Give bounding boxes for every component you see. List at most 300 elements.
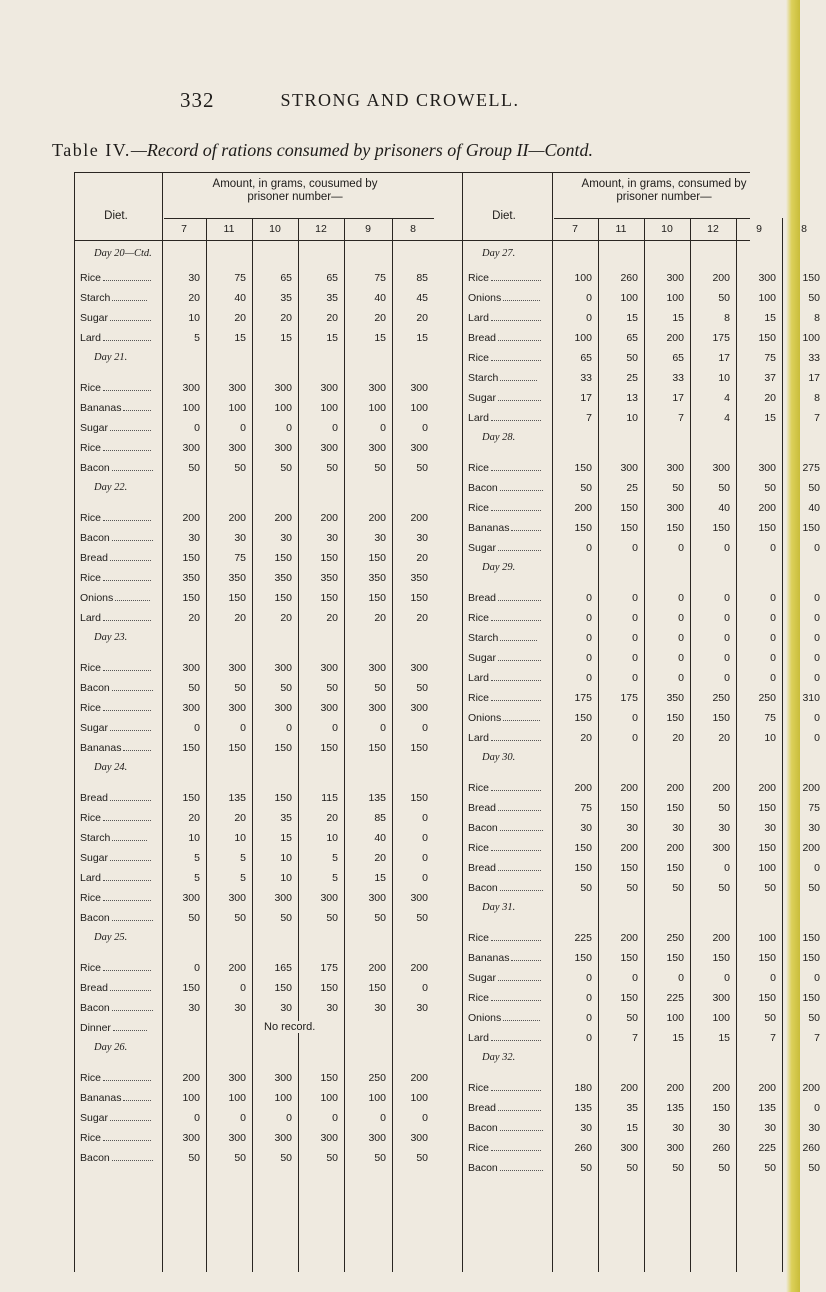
right-value-cell: 0 [724, 652, 730, 664]
left-value-cell: 300 [320, 382, 338, 394]
left-prisoner-11: 11 [223, 223, 235, 235]
left-value-cell: 20 [234, 812, 246, 824]
left-diet-item: Rice [80, 1072, 102, 1084]
left-value-cell: 300 [182, 382, 200, 394]
right-value-cell: 150 [758, 992, 776, 1004]
left-value-cell: 5 [240, 872, 246, 884]
left-value-cell: 200 [274, 512, 292, 524]
left-diet-item: Onions [80, 592, 114, 604]
left-value-cell: 200 [228, 512, 246, 524]
left-diet-item: Bananas [80, 1092, 122, 1104]
left-value-cell: 0 [332, 422, 338, 434]
left-value-cell: 300 [228, 442, 246, 454]
dot-leader [503, 1012, 539, 1021]
right-value-cell: 0 [678, 612, 684, 624]
right-value-cell: 4 [724, 392, 730, 404]
right-value-cell: 15 [672, 312, 684, 324]
left-value-cell: 30 [326, 532, 338, 544]
right-value-cell: 150 [666, 802, 684, 814]
right-value-cell: 65 [626, 332, 638, 344]
right-diet-item: Starch [468, 632, 499, 644]
dot-leader [103, 442, 151, 451]
right-value-cell: 65 [580, 352, 592, 364]
right-subhead-rule [554, 218, 750, 219]
right-row-label [468, 632, 537, 644]
left-value-cell: 50 [326, 462, 338, 474]
right-value-cell: 8 [814, 392, 820, 404]
right-value-cell: 150 [666, 712, 684, 724]
dot-leader [491, 782, 541, 791]
right-value-cell: 0 [724, 862, 730, 874]
left-diet-item: Rice [80, 702, 102, 714]
right-value-cell: 25 [626, 372, 638, 384]
right-value-cell: 0 [586, 612, 592, 624]
left-value-cell: 0 [422, 832, 428, 844]
left-value-cell: 20 [374, 312, 386, 324]
right-value-cell: 310 [802, 692, 820, 704]
left-value-cell: 45 [416, 292, 428, 304]
right-row-label [468, 972, 541, 984]
left-value-cell: 150 [228, 742, 246, 754]
right-value-cell: 0 [632, 612, 638, 624]
left-row-label [80, 1092, 151, 1104]
right-value-cell: 75 [764, 712, 776, 724]
right-row-label [468, 782, 541, 794]
right-diet-item: Bacon [468, 1162, 498, 1174]
dot-leader [110, 722, 151, 731]
left-day-heading: Day 23. [94, 632, 128, 643]
left-value-cell: 50 [374, 1152, 386, 1164]
right-value-cell: 0 [814, 712, 820, 724]
right-value-cell: 0 [632, 732, 638, 744]
right-value-cell: 15 [764, 312, 776, 324]
dot-leader [103, 702, 151, 711]
left-value-cell: 150 [274, 592, 292, 604]
left-diet-item: Bacon [80, 682, 110, 694]
left-value-cell: 20 [280, 612, 292, 624]
left-value-cell: 20 [234, 612, 246, 624]
left-value-cell: 200 [368, 512, 386, 524]
right-value-cell: 50 [580, 482, 592, 494]
left-value-cell: 10 [188, 832, 200, 844]
left-day-heading: Day 24. [94, 762, 128, 773]
left-diet-item: Bananas [80, 742, 122, 754]
right-value-cell: 175 [574, 692, 592, 704]
right-value-cell: 65 [672, 352, 684, 364]
right-value-cell: 40 [808, 502, 820, 514]
left-value-cell: 50 [416, 462, 428, 474]
left-day-heading: Day 20—Ctd. [94, 248, 152, 259]
right-value-cell: 350 [666, 692, 684, 704]
right-value-cell: 35 [626, 1102, 638, 1114]
right-diet-item: Bacon [468, 482, 498, 494]
dot-leader [491, 272, 541, 281]
caption-title: —Record of rations consumed by prisoners of Group II—Contd. [130, 140, 594, 160]
right-value-cell: 20 [718, 732, 730, 744]
dot-leader [123, 402, 151, 411]
right-value-cell: 0 [814, 592, 820, 604]
right-row-label [468, 932, 541, 944]
left-value-cell: 300 [274, 662, 292, 674]
right-value-cell: 100 [666, 292, 684, 304]
left-prisoner-12: 12 [315, 223, 327, 235]
rations-table [74, 172, 820, 1272]
caption-prefix: Table IV. [52, 140, 131, 160]
right-value-cell: 37 [764, 372, 776, 384]
right-value-cell: 17 [718, 352, 730, 364]
dot-leader [498, 1102, 541, 1111]
left-value-cell: 350 [410, 572, 428, 584]
right-day-heading: Day 32. [482, 1052, 516, 1063]
dot-leader [112, 462, 153, 471]
right-value-cell: 0 [632, 712, 638, 724]
right-value-cell: 50 [718, 882, 730, 894]
right-value-cell: 100 [620, 292, 638, 304]
right-value-cell: 200 [620, 842, 638, 854]
right-value-cell: 30 [718, 1122, 730, 1134]
left-diet-left-rule [74, 172, 75, 1272]
left-value-cell: 300 [368, 662, 386, 674]
left-value-cell: 300 [274, 702, 292, 714]
left-diet-item: Dinner [80, 1022, 111, 1034]
left-diet-item: Bread [80, 792, 109, 804]
right-value-cell: 150 [712, 1102, 730, 1114]
right-row-label [468, 802, 541, 814]
right-value-cell: 150 [712, 952, 730, 964]
left-day-heading: Day 21. [94, 352, 128, 363]
left-row-label [80, 442, 151, 454]
left-row-label [80, 612, 151, 624]
left-value-cell: 10 [188, 312, 200, 324]
right-value-cell: 50 [718, 292, 730, 304]
right-diet-item: Lard [468, 412, 490, 424]
right-value-cell: 7 [814, 1032, 820, 1044]
right-value-cell: 7 [770, 1032, 776, 1044]
right-row-label [468, 1082, 541, 1094]
left-diet-item: Rice [80, 812, 102, 824]
dot-leader [103, 332, 151, 341]
left-value-cell: 200 [410, 962, 428, 974]
right-row-label [468, 592, 541, 604]
dot-leader [103, 382, 151, 391]
dot-leader [103, 892, 151, 901]
right-value-cell: 20 [580, 732, 592, 744]
left-value-cell: 30 [188, 1002, 200, 1014]
left-value-cell: 200 [182, 1072, 200, 1084]
right-row-label [468, 392, 541, 404]
left-diet-item: Bacon [80, 1152, 110, 1164]
right-value-cell: 150 [758, 952, 776, 964]
left-value-cell: 50 [374, 682, 386, 694]
left-value-cell: 0 [422, 422, 428, 434]
left-value-cell: 300 [182, 662, 200, 674]
dot-leader [500, 372, 536, 381]
left-value-cell: 20 [374, 852, 386, 864]
left-value-cell: 0 [286, 422, 292, 434]
right-day-heading: Day 28. [482, 432, 516, 443]
left-value-cell: 200 [182, 512, 200, 524]
left-diet-item: Rice [80, 572, 102, 584]
left-value-cell: 300 [228, 892, 246, 904]
left-value-cell: 100 [320, 1092, 338, 1104]
right-value-cell: 200 [666, 332, 684, 344]
left-value-cell: 100 [368, 402, 386, 414]
left-value-cell: 300 [368, 442, 386, 454]
right-row-label [468, 352, 541, 364]
right-value-cell: 50 [808, 292, 820, 304]
right-value-cell: 275 [802, 462, 820, 474]
left-value-cell: 30 [326, 1002, 338, 1014]
right-value-cell: 7 [814, 412, 820, 424]
right-value-cell: 15 [672, 1032, 684, 1044]
dot-leader [103, 1072, 151, 1081]
left-value-cell: 30 [280, 1002, 292, 1014]
right-value-cell: 0 [770, 632, 776, 644]
right-diet-item: Rice [468, 272, 490, 284]
left-value-cell: 5 [332, 852, 338, 864]
left-value-cell: 30 [188, 532, 200, 544]
dot-leader [498, 652, 541, 661]
left-row-label [80, 382, 151, 394]
right-value-cell: 30 [672, 1122, 684, 1134]
left-row-label [80, 1022, 147, 1034]
right-value-cell: 250 [712, 692, 730, 704]
dot-leader [112, 682, 153, 691]
left-value-cell: 50 [234, 682, 246, 694]
right-value-cell: 150 [666, 522, 684, 534]
left-diet-item: Rice [80, 382, 102, 394]
right-value-cell: 200 [574, 782, 592, 794]
right-value-cell: 33 [672, 372, 684, 384]
right-row-label [468, 652, 541, 664]
left-value-cell: 300 [368, 892, 386, 904]
right-value-cell: 150 [574, 952, 592, 964]
left-value-cell: 165 [274, 962, 292, 974]
left-value-cell: 0 [380, 1112, 386, 1124]
right-value-cell: 150 [620, 502, 638, 514]
right-row-label [468, 842, 541, 854]
dot-leader [500, 822, 543, 831]
right-day-heading: Day 30. [482, 752, 516, 763]
right-row-label [468, 1032, 541, 1044]
left-value-cell: 0 [194, 722, 200, 734]
right-value-cell: 0 [586, 1012, 592, 1024]
left-diet-item: Lard [80, 872, 102, 884]
right-value-cell: 0 [770, 672, 776, 684]
right-value-cell: 200 [712, 932, 730, 944]
left-row-label [80, 272, 151, 284]
right-value-cell: 300 [666, 462, 684, 474]
left-value-cell: 35 [280, 292, 292, 304]
left-no-record-note: No record. [264, 1021, 316, 1033]
left-value-cell: 30 [374, 1002, 386, 1014]
right-value-cell: 0 [632, 672, 638, 684]
right-diet-item: Bread [468, 592, 497, 604]
left-diet-item: Rice [80, 272, 102, 284]
left-value-cell: 20 [188, 612, 200, 624]
right-value-cell: 0 [586, 652, 592, 664]
right-diet-item: Lard [468, 1032, 490, 1044]
right-value-cell: 0 [678, 652, 684, 664]
right-value-cell: 30 [808, 1122, 820, 1134]
dot-leader [110, 792, 151, 801]
left-value-cell: 300 [368, 702, 386, 714]
left-diet-item: Bacon [80, 462, 110, 474]
right-row-label [468, 952, 541, 964]
right-value-cell: 50 [808, 1012, 820, 1024]
left-diet-item: Rice [80, 442, 102, 454]
right-diet-item: Rice [468, 932, 490, 944]
right-value-cell: 200 [758, 502, 776, 514]
right-value-cell: 0 [814, 612, 820, 624]
dot-leader [103, 1132, 151, 1141]
dot-leader [491, 842, 541, 851]
right-value-cell: 225 [758, 1142, 776, 1154]
right-value-cell: 0 [586, 972, 592, 984]
left-value-cell: 150 [368, 982, 386, 994]
left-value-cell: 150 [274, 552, 292, 564]
left-diet-item: Sugar [80, 852, 109, 864]
right-value-cell: 40 [718, 502, 730, 514]
left-value-cell: 300 [182, 1132, 200, 1144]
left-value-cell: 85 [374, 812, 386, 824]
right-value-cell: 0 [724, 592, 730, 604]
right-row-label [468, 482, 543, 494]
dot-leader [491, 352, 541, 361]
left-value-cell: 20 [416, 312, 428, 324]
left-value-cell: 350 [368, 572, 386, 584]
left-value-cell: 50 [374, 462, 386, 474]
left-value-cell: 300 [182, 892, 200, 904]
right-value-cell: 50 [672, 482, 684, 494]
right-diet-item: Bread [468, 1102, 497, 1114]
dot-leader [503, 712, 539, 721]
dot-leader [103, 272, 151, 281]
right-row-label [468, 1102, 541, 1114]
right-value-cell: 150 [712, 522, 730, 534]
left-value-cell: 300 [228, 702, 246, 714]
right-value-cell: 135 [666, 1102, 684, 1114]
right-value-cell: 180 [574, 1082, 592, 1094]
right-diet-item: Sugar [468, 972, 497, 984]
left-subhead-rule [164, 218, 434, 219]
left-value-cell: 10 [326, 832, 338, 844]
right-value-cell: 100 [666, 1012, 684, 1024]
right-value-cell: 300 [712, 992, 730, 1004]
right-day-heading: Day 31. [482, 902, 516, 913]
right-diet-item: Sugar [468, 542, 497, 554]
left-value-cell: 150 [410, 792, 428, 804]
right-value-cell: 15 [764, 412, 776, 424]
left-value-cell: 65 [280, 272, 292, 284]
left-row-label [80, 832, 147, 844]
left-value-cell: 30 [374, 532, 386, 544]
left-diet-item: Starch [80, 832, 111, 844]
left-value-cell: 50 [416, 1152, 428, 1164]
dot-leader [498, 972, 541, 981]
left-value-cell: 300 [410, 442, 428, 454]
dot-leader [503, 292, 539, 301]
right-value-cell: 300 [712, 842, 730, 854]
page-header [0, 88, 800, 118]
right-value-cell: 0 [724, 672, 730, 684]
dot-leader [491, 692, 541, 701]
right-value-cell: 50 [764, 1162, 776, 1174]
right-diet-item: Starch [468, 372, 499, 384]
left-prisoner-8: 8 [410, 223, 416, 235]
right-value-cell: 50 [626, 1162, 638, 1174]
right-value-cell: 200 [620, 782, 638, 794]
right-value-cell: 0 [678, 592, 684, 604]
right-value-cell: 150 [758, 522, 776, 534]
dot-leader [110, 1112, 151, 1121]
right-value-cell: 17 [580, 392, 592, 404]
amount-header-left: Amount, in grams, cousumed by prisoner number— [212, 178, 378, 203]
right-value-cell: 10 [626, 412, 638, 424]
right-row-label [468, 332, 541, 344]
left-value-cell: 150 [182, 792, 200, 804]
left-value-cell: 50 [188, 1152, 200, 1164]
dot-leader [491, 412, 541, 421]
left-row-label [80, 722, 151, 734]
left-row-label [80, 702, 151, 714]
left-value-cell: 0 [380, 422, 386, 434]
right-diet-item: Rice [468, 1082, 490, 1094]
right-value-cell: 200 [666, 842, 684, 854]
right-prisoner-10: 10 [661, 223, 673, 235]
left-value-cell: 100 [228, 402, 246, 414]
diet-header-left: Diet. [104, 210, 128, 222]
right-value-cell: 150 [574, 712, 592, 724]
left-row-label [80, 852, 151, 864]
left-row-label [80, 812, 151, 824]
right-value-cell: 17 [808, 372, 820, 384]
right-row-label [468, 462, 541, 474]
dot-leader [110, 422, 151, 431]
left-value-cell: 50 [416, 912, 428, 924]
left-value-cell: 150 [182, 552, 200, 564]
left-value-cell: 75 [234, 272, 246, 284]
right-value-cell: 50 [672, 1162, 684, 1174]
right-value-cell: 15 [626, 312, 638, 324]
left-value-cell: 150 [410, 742, 428, 754]
right-value-cell: 0 [632, 652, 638, 664]
left-diet-item: Rice [80, 892, 102, 904]
left-diet-item: Rice [80, 1132, 102, 1144]
left-value-cell: 30 [280, 532, 292, 544]
left-row-label [80, 462, 153, 474]
right-value-cell: 150 [802, 272, 820, 284]
right-value-cell: 50 [764, 1012, 776, 1024]
right-value-cell: 50 [626, 352, 638, 364]
right-value-cell: 30 [672, 822, 684, 834]
dot-leader [511, 952, 541, 961]
left-value-cell: 100 [368, 1092, 386, 1104]
left-row-label [80, 1132, 151, 1144]
right-value-cell: 17 [672, 392, 684, 404]
right-value-cell: 200 [802, 782, 820, 794]
right-value-cell: 200 [802, 1082, 820, 1094]
right-value-cell: 150 [712, 712, 730, 724]
right-value-cell: 100 [574, 332, 592, 344]
right-value-cell: 20 [672, 732, 684, 744]
dot-leader [110, 852, 151, 861]
left-value-cell: 300 [274, 892, 292, 904]
right-value-cell: 8 [814, 312, 820, 324]
dot-leader [491, 932, 541, 941]
dot-leader [491, 462, 541, 471]
left-diet-item: Sugar [80, 1112, 109, 1124]
